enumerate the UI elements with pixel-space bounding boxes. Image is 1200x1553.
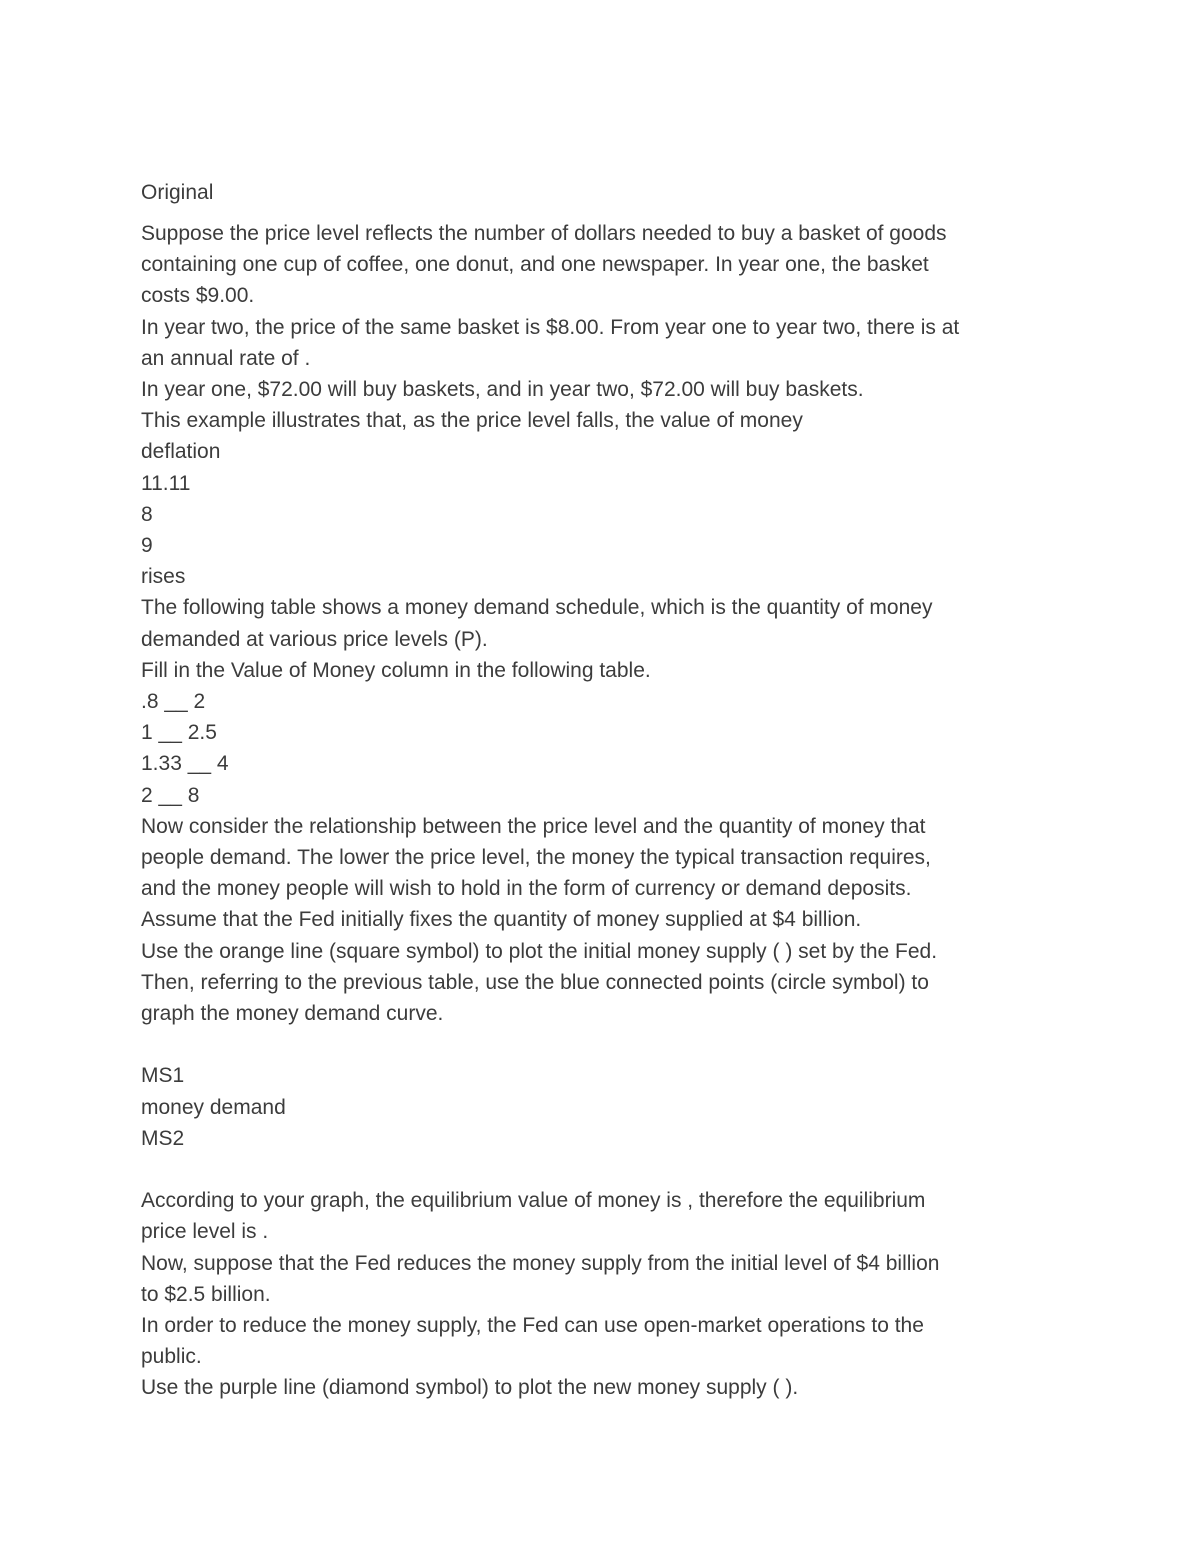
text-line: deflation <box>141 440 221 464</box>
text-line: In year two, the price of the same basket is $8.00. From year one to year two, there is at <box>141 315 960 339</box>
document-heading: Original <box>141 181 214 204</box>
text-line: to $2.5 billion. <box>141 1282 271 1306</box>
text-line: and the money people will wish to hold in the form of currency or demand deposits. <box>141 877 912 901</box>
text-line: .8 __ 2 <box>141 690 206 714</box>
text-line: 9 <box>141 534 153 558</box>
text-line: In year one, $72.00 will buy baskets, and in year two, $72.00 will buy baskets. <box>141 378 864 402</box>
text-line: Then, referring to the previous table, use the blue connected points (circle symbol) to <box>141 970 929 994</box>
text-line: costs $9.00. <box>141 284 255 308</box>
text-line: 8 <box>141 502 153 526</box>
text-line: 2 __ 8 <box>141 783 200 807</box>
document-text <box>141 218 1101 1404</box>
text-line: 1.33 __ 4 <box>141 752 229 776</box>
blank-line <box>141 1029 1101 1060</box>
text-line: The following table shows a money demand schedule, which is the quantity of money <box>141 596 933 620</box>
text-line: demanded at various price levels (P). <box>141 627 488 651</box>
text-line: 11.11 <box>141 471 191 495</box>
text-line: Suppose the price level reflects the number of dollars needed to buy a basket of goods <box>141 222 947 245</box>
blank-line <box>141 1154 1101 1185</box>
text-line: Now consider the relationship between the price level and the quantity of money that <box>141 814 926 838</box>
text-line: MS2 <box>141 1126 185 1150</box>
text-line: Fill in the Value of Money column in the following table. <box>141 658 651 682</box>
text-line: Use the purple line (diamond symbol) to plot the new money supply ( ). <box>141 1376 799 1400</box>
text-line: people demand. The lower the price level, the money the typical transaction requires, <box>141 846 931 870</box>
text-line: public. <box>141 1345 202 1369</box>
text-line: Use the orange line (square symbol) to plot the initial money supply ( ) set by the Fed. <box>141 939 938 963</box>
text-line: rises <box>141 565 186 589</box>
text-line: an annual rate of . <box>141 346 311 370</box>
text-line: Assume that the Fed initially fixes the quantity of money supplied at $4 billion. <box>141 908 862 932</box>
document-body <box>141 177 1101 1404</box>
text-line: Now, suppose that the Fed reduces the money supply from the initial level of $4 billion <box>141 1251 940 1275</box>
text-line: containing one cup of coffee, one donut, and one newspaper. In year one, the basket <box>141 253 929 277</box>
text-line: This example illustrates that, as the price level falls, the value of money <box>141 409 803 433</box>
text-line: MS1 <box>141 1064 185 1088</box>
text-line: price level is . <box>141 1220 269 1244</box>
text-line: graph the money demand curve. <box>141 1002 444 1026</box>
text-line: According to your graph, the equilibrium value of money is , therefore the equilibrium <box>141 1189 926 1213</box>
text-line: In order to reduce the money supply, the Fed can use open-market operations to the <box>141 1314 924 1338</box>
text-line: money demand <box>141 1095 286 1119</box>
text-line: 1 __ 2.5 <box>141 721 217 745</box>
